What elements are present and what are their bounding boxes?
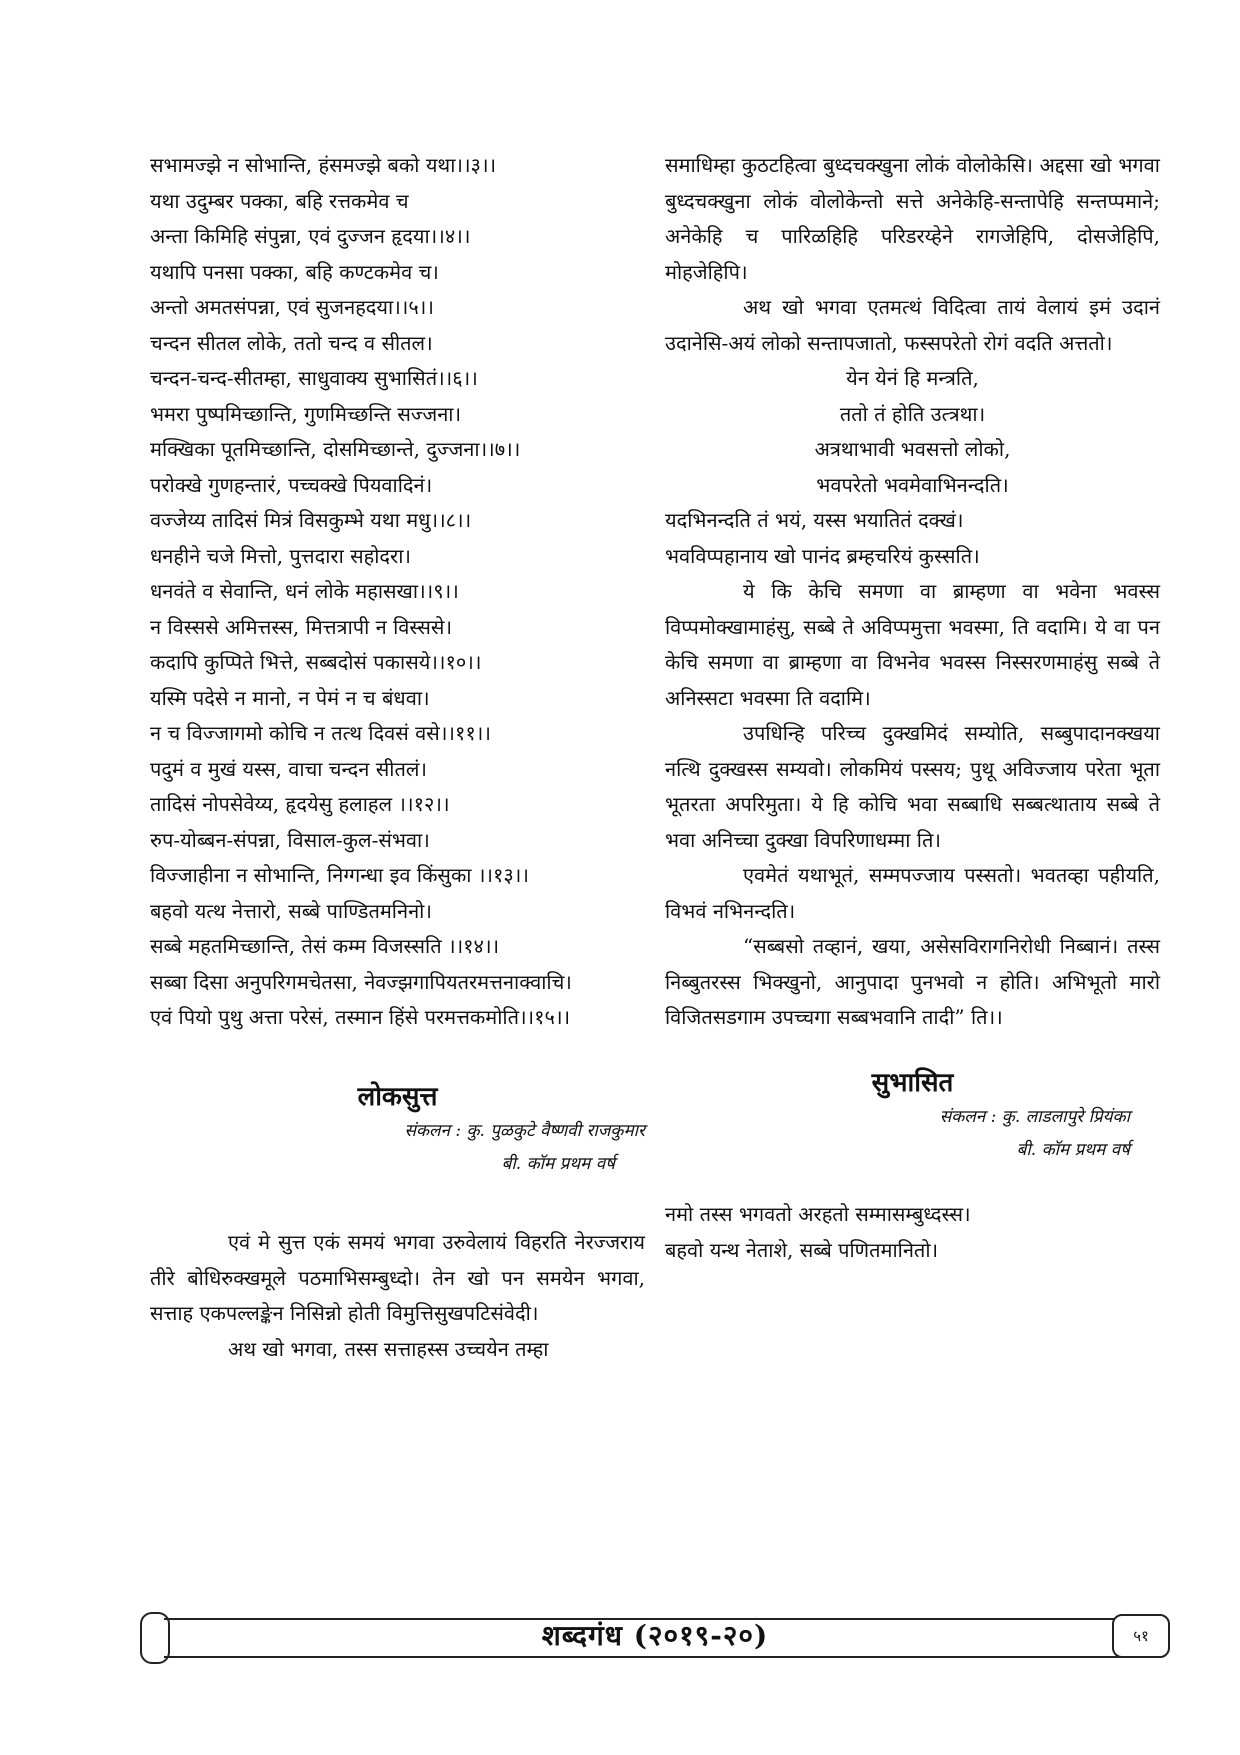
verse-line: मक्खिका पूतमिच्छान्ति, दोसमिच्छान्ते, दुज्जना।।७।। xyxy=(150,437,521,461)
verse-line: सब्बे महतमिच्छान्ति, तेसं कम्म विजस्सति ।।१४।। xyxy=(150,934,500,958)
paragraph: अथ खो भगवा एतमत्थं विदित्वा तायं वेलायं इमं उदानं उदानेसि-अयं लोको सन्तापजातो, फस्सपरेतो रोगं वदति अत्ततो। xyxy=(665,295,1160,355)
text-line: यदभिनन्दति तं भयं, यस्स भयातितं दक्खं। xyxy=(665,508,964,532)
section-title-subhasita: सुभासित xyxy=(871,1067,954,1098)
section-title-lokasutta: लोकसुत्त xyxy=(357,1081,438,1112)
verse-line: पदुमं व मुखं यस्स, वाचा चन्दन सीतलं। xyxy=(150,756,428,781)
verse-line: धनहीने चजे मित्तो, पुत्तदारा सहोदरा। xyxy=(150,543,411,568)
right-column xyxy=(665,148,1160,1268)
paragraph: समाधिम्हा कुठटहित्वा बुध्दचक्खुना लोकं वोलोकेसि। अद्दसा खो भगवा बुध्दचक्खुना लोकं वोलोकेन्तो सत्ते अनेकेहि-सन्तापेहि सन्तप्पमाने; अनेकेहि च पारिळहिहि परिडरय्हेने रागजेहिपि, दोसजेहिपि, मोहजेहिपि। xyxy=(665,153,1160,284)
paragraph: ये कि केचि समणा वा ब्राम्हणा वा भवेना भवस्स विप्पमोक्खामाहंसु, सब्बे ते अविप्पमुत्ता भवस्मा, ति वदामि। ये वा पन केचि समणा वा ब्राम्हणा वा विभनेव भवस्स निस्सरणमाहंसु सब्बे ते अनिस्सटा भवस्मा ति वदामि। xyxy=(665,579,1160,710)
verse-list xyxy=(150,148,645,1036)
paragraph: “सब्बसो तव्हानं, खया, असेसविरागनिरोधी निब्बानं। तस्स निब्बुतरस्स भिक्खुनो, आनुपादा पुनभवो न होति। अभिभूतो मारो विजितसडगाम उपच्चगा सब्बभवानि तादी” ति।। xyxy=(665,934,1160,1029)
verse-line: कदापि कुप्पिते भित्ते, सब्बदोसं पकासये।।१०।। xyxy=(150,650,482,674)
publication-title: शब्दगंध (२०१९-२०) xyxy=(541,1619,769,1652)
verse-line: येन येनं हि मन्त्रति, xyxy=(846,366,979,390)
paragraph: उपधिन्हि परिच्च दुक्खमिदं सम्योति, सब्बुपादानक्खया नत्थि दुक्खस्स सम्यवो। लोकमियं पस्सय; पुथू अविज्जाय परेता भूता भूतरता अपरिमुता। ये हि कोचि भवा सब्बाधि सब्बत्थाताय सब्बे ते भवा अनिच्चा दुक्खा विपरिणाधम्मा ति। xyxy=(665,721,1160,852)
verse-line: रुप-योब्बन-संपन्ना, विसाल-कुल-संभवा। xyxy=(150,827,430,852)
verse-line: यथा उदुम्बर पक्का, बहि रत्तकमेव च xyxy=(150,188,409,213)
verse-line: यथापि पनसा पक्का, बहि कण्टकमेव च। xyxy=(150,259,439,284)
verse-line: भवपरेतो भवमेवाभिनन्दति। xyxy=(816,472,1009,497)
text-line: नमो तस्स भगवतो अरहतो सम्मासम्बुध्दस्स। xyxy=(665,1202,971,1226)
verse-line: बहवो यत्थ नेत्तारो, सब्बे पाण्डितमनिनो। xyxy=(150,898,432,923)
verse-line: अत्रथाभावी भवसत्तो लोको, xyxy=(814,437,1011,461)
left-column xyxy=(150,148,645,1367)
verse-line: परोक्खे गुणहन्तारं, पच्चक्खे पियवादिनं। xyxy=(150,472,433,497)
compiler-class: बी. कॉम प्रथम वर्ष xyxy=(501,1154,615,1174)
verse-line: धनवंते व सेवान्ति, धनं लोके महासखा।।९।। xyxy=(150,579,459,603)
verse-line: न च विज्जागमो कोचि न तत्थ दिवसं वसे।।११।। xyxy=(150,721,491,745)
compiler-class: बी. कॉम प्रथम वर्ष xyxy=(1016,1140,1130,1160)
verse-line: यस्मि पदेसे न मानो, न पेमं न च बंधवा। xyxy=(150,685,430,710)
verse-block xyxy=(665,361,1160,503)
compiler-credit: संकलन : कु. पुळकुटे वैष्णवी राजकुमार xyxy=(404,1121,645,1141)
verse-line: तादिसं नोपसेवेय्य, हृदयेसु हलाहल ।।१२।। xyxy=(150,792,450,816)
banner-rule xyxy=(164,1656,1130,1658)
verse-line: एवं पियो पुथु अत्ता परेसं, तस्मान हिंसे परमत्तकमोति।।१५।। xyxy=(150,1005,571,1029)
verse-line: न विस्ससे अमित्तस्स, मित्तत्रापी न विस्ससे। xyxy=(150,614,453,639)
paragraph: एवं मे सुत्त एकं समयं भगवा उरुवेलायं विहरति नेरज्जराय तीरे बोधिरुक्खमूले पठमाभिसम्बुध्दो। तेन खो पन समयेन भगवा, सत्ताह एकपल्लङ्केन निसिन्नो होती विमुत्तिसुखपटिसंवेदी। xyxy=(150,1230,645,1325)
footer-banner xyxy=(140,1612,1170,1660)
verse-line: सब्बा दिसा अनुपरिगमचेतसा, नेवज्झगापियतरमत्तनाक्वाचि। xyxy=(150,969,572,994)
paragraph: अथ खो भगवा, तस्स सत्ताहस्स उच्चयेन तम्हा xyxy=(228,1336,549,1361)
verse-line: सभामज्झे न सोभान्ति, हंसमज्झे बको यथा।।३।। xyxy=(150,153,497,177)
text-line: बहवो यन्थ नेताशे, सब्बे पणितमानितो। xyxy=(665,1237,939,1262)
verse-line: अन्तो अमतसंपन्ना, एवं सुजनहदया।।५।। xyxy=(150,295,434,319)
verse-line: ततो तं होति उत्त्रथा। xyxy=(839,401,986,426)
text-line: भवविप्पहानाय खो पानंद ब्रम्हचरियं कुस्सति। xyxy=(665,543,980,568)
paragraph: एवमेतं यथाभूतं, सम्मपज्जाय पस्सतो। भवतव्हा पहीयति, विभवं नभिनन्दति। xyxy=(665,863,1160,923)
verse-line: चन्दन सीतल लोके, ततो चन्द व सीतल। xyxy=(150,330,433,355)
compiler-credit: संकलन : कु. लाडलापुरे प्रियंका xyxy=(939,1107,1130,1127)
verse-line: वज्जेय्य तादिसं मित्रं विसकुम्भे यथा मधु।।८।। xyxy=(150,508,472,532)
page-number: ५१ xyxy=(1112,1614,1170,1658)
verse-line: चन्दन-चन्द-सीतम्हा, साधुवाक्य सुभासितं।।६।। xyxy=(150,366,478,390)
verse-line: विज्जाहीना न सोभान्ति, निग्गन्धा इव किंसुका ।।१३।। xyxy=(150,863,529,887)
verse-line: भमरा पुष्पमिच्छान्ति, गुणमिच्छन्ति सज्जना। xyxy=(150,401,462,426)
verse-line: अन्ता किमिहि संपुन्ना, एवं दुज्जन हृदया।।४।। xyxy=(150,224,471,248)
